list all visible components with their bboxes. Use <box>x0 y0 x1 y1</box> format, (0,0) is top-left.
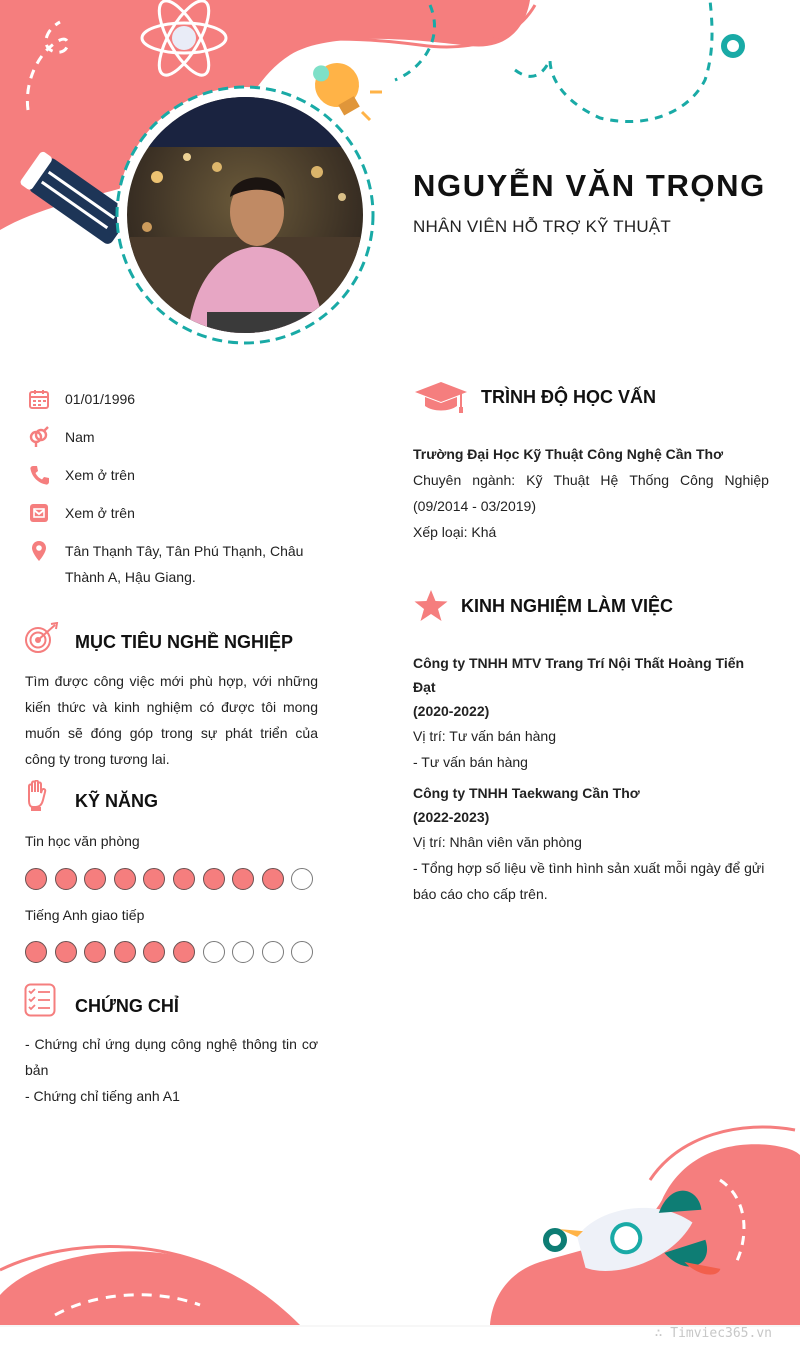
job-position: Vị trí: Tư vấn bán hàng <box>413 728 556 744</box>
watermark-text: ∴ Timviec365.vn <box>654 1326 772 1341</box>
phone-text: Xem ở trên <box>65 467 135 483</box>
contact-birthdate <box>28 390 328 412</box>
job-company: Công ty TNHH MTV Trang Trí Nội Thất Hoàng Tiến Đạt <box>413 655 745 695</box>
rating-dot-filled <box>262 868 284 890</box>
teal-ring-icon <box>724 37 742 55</box>
email-text: Xem ở trên <box>65 505 135 521</box>
objective-heading: MỤC TIÊU NGHỀ NGHIỆP <box>75 632 294 652</box>
rating-dot-filled <box>55 941 77 963</box>
certificate-item: - Chứng chỉ ứng dụng công nghệ thông tin cơ bản <box>25 1036 318 1078</box>
school-name: Trường Đại Học Kỹ Thuật Công Nghệ Cần Thơ <box>413 446 724 462</box>
education-period: (09/2014 - 03/2019) <box>413 498 536 514</box>
rating-dot-empty <box>262 941 284 963</box>
gender-icon <box>28 426 50 448</box>
education-heading: TRÌNH ĐỘ HỌC VẤN <box>481 387 656 407</box>
objective-text: Tìm được công việc mới phù hợp, với những kiến thức và kinh nghiệm có được tôi mong muốn sẽ đóng góp trong sự phát triển của công ty trong tương lai. <box>25 673 318 767</box>
address-text: Tân Thạnh Tây, Tân Phú Thạnh, Châu Thành A, Hậu Giang. <box>65 543 304 585</box>
rating-dot-filled <box>84 941 106 963</box>
graduation-cap-icon <box>413 380 469 414</box>
certificate-item: - Chứng chỉ tiếng anh A1 <box>25 1088 180 1104</box>
rating-dot-filled <box>143 868 165 890</box>
skills-heading: KỸ NĂNG <box>75 791 159 811</box>
rating-dot-filled <box>173 868 195 890</box>
job-entry <box>413 651 769 775</box>
rating-dot-filled <box>173 941 195 963</box>
hand-icon <box>25 780 49 812</box>
rating-dot-filled <box>232 868 254 890</box>
rating-dot-filled <box>114 868 136 890</box>
rating-dot-filled <box>25 941 47 963</box>
education-grade: Xếp loại: Khá <box>413 524 497 540</box>
full-name: NGUYỄN VĂN TRỌNG <box>413 168 766 203</box>
major-word: Chuyên <box>413 472 462 488</box>
rating-dot-filled <box>114 941 136 963</box>
job-duties: - Tổng hợp số liệu về tình hình sản xuất mỗi ngày để gửi báo cáo cho cấp trên. <box>413 860 765 902</box>
major-word: Thống <box>629 472 670 488</box>
gender-text: Nam <box>65 429 95 445</box>
rating-dot-filled <box>203 868 225 890</box>
job-entry <box>413 781 769 907</box>
skill-label-english: Tiếng Anh giao tiếp <box>25 907 145 923</box>
major-word: Thuật <box>553 472 590 488</box>
skill-rating-english <box>25 941 313 963</box>
job-title: NHÂN VIÊN HỖ TRỢ KỸ THUẬT <box>413 217 671 236</box>
education-major <box>413 467 769 493</box>
rating-dot-filled <box>84 868 106 890</box>
skill-rating-office <box>25 868 313 890</box>
rating-dot-empty <box>203 941 225 963</box>
certificates-heading: CHỨNG CHỈ <box>75 996 179 1016</box>
birthdate-text: 01/01/1996 <box>65 391 136 407</box>
contact-email <box>28 504 328 526</box>
target-icon <box>24 622 60 654</box>
major-word: Nghiệp <box>724 472 769 488</box>
contact-address <box>28 542 328 590</box>
rating-dot-empty <box>232 941 254 963</box>
rating-dot-filled <box>25 868 47 890</box>
experience-heading: KINH NGHIỆM LÀM VIỆC <box>461 596 674 616</box>
location-pin-icon <box>28 540 50 562</box>
calendar-icon <box>28 388 50 410</box>
job-period: (2020-2022) <box>413 703 490 719</box>
phone-icon <box>28 464 50 486</box>
contact-phone <box>28 466 328 488</box>
major-word: Công <box>680 472 714 488</box>
rating-dot-filled <box>55 868 77 890</box>
job-duties: - Tư vấn bán hàng <box>413 754 528 770</box>
star-icon <box>413 589 449 623</box>
contact-gender <box>28 428 328 450</box>
major-word: Hệ <box>600 472 619 488</box>
email-icon <box>28 502 50 524</box>
checklist-icon <box>24 983 56 1017</box>
rating-dot-empty <box>291 941 313 963</box>
rating-dot-filled <box>143 941 165 963</box>
profile-photo <box>117 87 373 343</box>
major-word: Kỹ <box>526 472 543 488</box>
job-position: Vị trí: Nhân viên văn phòng <box>413 834 582 850</box>
major-word: ngành: <box>472 472 516 488</box>
rating-dot-empty <box>291 868 313 890</box>
job-period: (2022-2023) <box>413 809 490 825</box>
skill-label-office: Tin học văn phòng <box>25 833 140 849</box>
job-company: Công ty TNHH Taekwang Cần Thơ <box>413 785 640 801</box>
education-block <box>413 441 769 545</box>
